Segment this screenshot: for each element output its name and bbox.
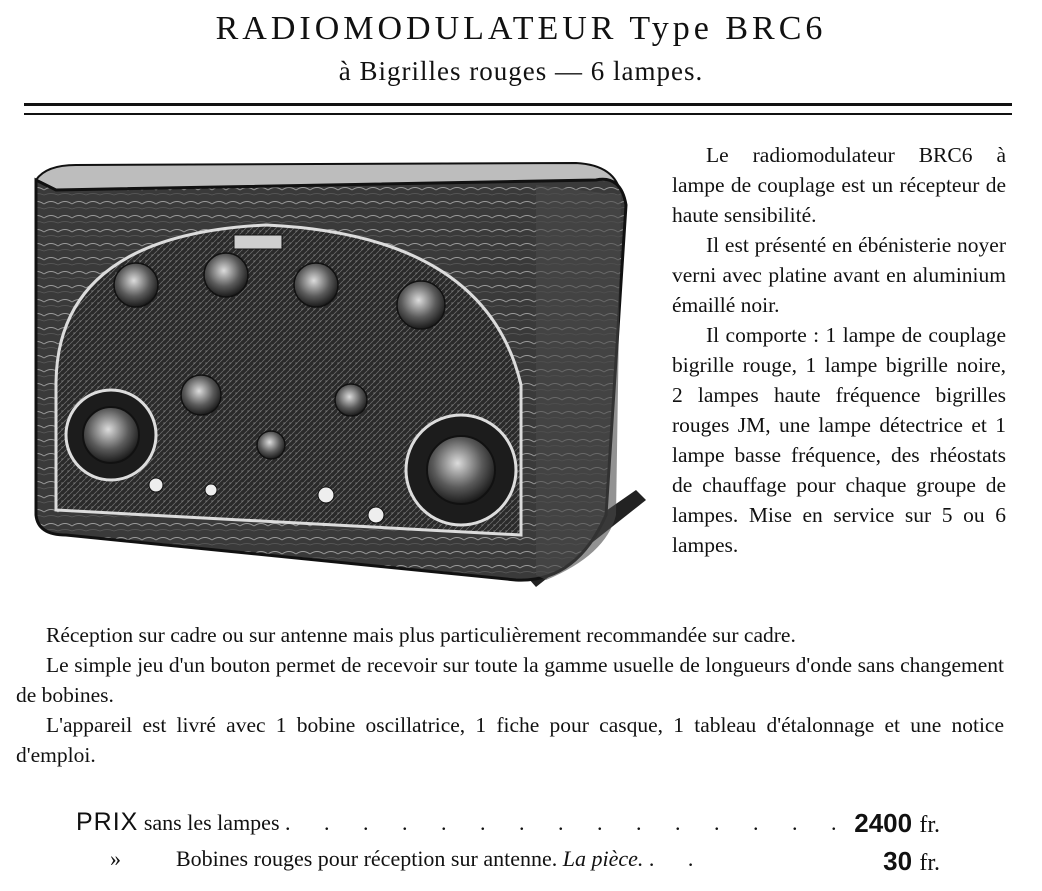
price-amount-block bbox=[854, 808, 940, 839]
knob-6 bbox=[335, 384, 367, 416]
price-prefix: PRIX bbox=[76, 808, 139, 836]
knob-5 bbox=[181, 375, 221, 415]
description-paragraph: Il est présenté en ébénisterie noyer verni avec platine avant en aluminium émaillé noir. bbox=[672, 233, 1006, 317]
knob-1 bbox=[114, 263, 158, 307]
price-unit: fr. bbox=[919, 812, 940, 838]
body-paragraph: Le simple jeu d'un bouton permet de recevoir sur toute la gamme usuelle de longueurs d'onde sans changement de bobines. bbox=[16, 653, 1004, 707]
knob-2 bbox=[204, 253, 248, 297]
price-amount: 30 bbox=[883, 846, 913, 876]
nameplate bbox=[234, 235, 282, 249]
page-title: RADIOMODULATEUR Type BRC6 bbox=[215, 10, 827, 47]
price-label: sans les lampes bbox=[143, 810, 280, 835]
divider-thick bbox=[24, 103, 1012, 106]
price-label: Bobines rouges pour réception sur antenne. bbox=[176, 846, 558, 871]
price-amount-block bbox=[883, 846, 940, 877]
body-paragraph: Réception sur cadre ou sur antenne mais plus particulièrement recommandée sur cadre. bbox=[46, 623, 796, 647]
price-dots: . . bbox=[648, 846, 708, 871]
price-unit: fr. bbox=[919, 850, 940, 876]
price-amount: 2400 bbox=[854, 808, 913, 838]
knob-4 bbox=[397, 281, 445, 329]
price-dots: . . . . . . . . . . . . . . . bbox=[285, 810, 851, 835]
body-text bbox=[16, 620, 1004, 770]
page-subtitle: à Bigrilles rouges — 6 lampes. bbox=[338, 56, 704, 86]
description-paragraph: Il comporte : 1 lampe de couplage bigrille rouge, 1 lampe bigrille noire, 2 lampes haute fréquence bigrilles rouges JM, une lampe détectrice et 1 lampe basse fréquence, des rhéostats de chauffage pour chaque groupe de lampes. Mise en service sur 5 ou 6 lampes. bbox=[672, 323, 1006, 557]
divider-thin bbox=[24, 113, 1012, 115]
price-note: La pièce. bbox=[562, 846, 644, 871]
price-row-coils bbox=[110, 846, 956, 876]
price-row-main bbox=[76, 808, 956, 837]
tuning-dial-left bbox=[66, 390, 156, 480]
body-paragraph: L'appareil est livré avec 1 bobine oscillatrice, 1 fiche pour casque, 1 tableau d'étalonnage et une notice d'emploi. bbox=[16, 713, 1004, 767]
description-column bbox=[672, 140, 1006, 560]
knob-3 bbox=[294, 263, 338, 307]
price-prefix: » bbox=[110, 846, 121, 871]
tuning-dial-right bbox=[406, 415, 516, 525]
knob-7 bbox=[257, 431, 285, 459]
product-photo bbox=[16, 155, 656, 600]
description-paragraph: Le radiomodulateur BRC6 à lampe de couplage est un récepteur de haute sensibilité. bbox=[672, 143, 1006, 227]
